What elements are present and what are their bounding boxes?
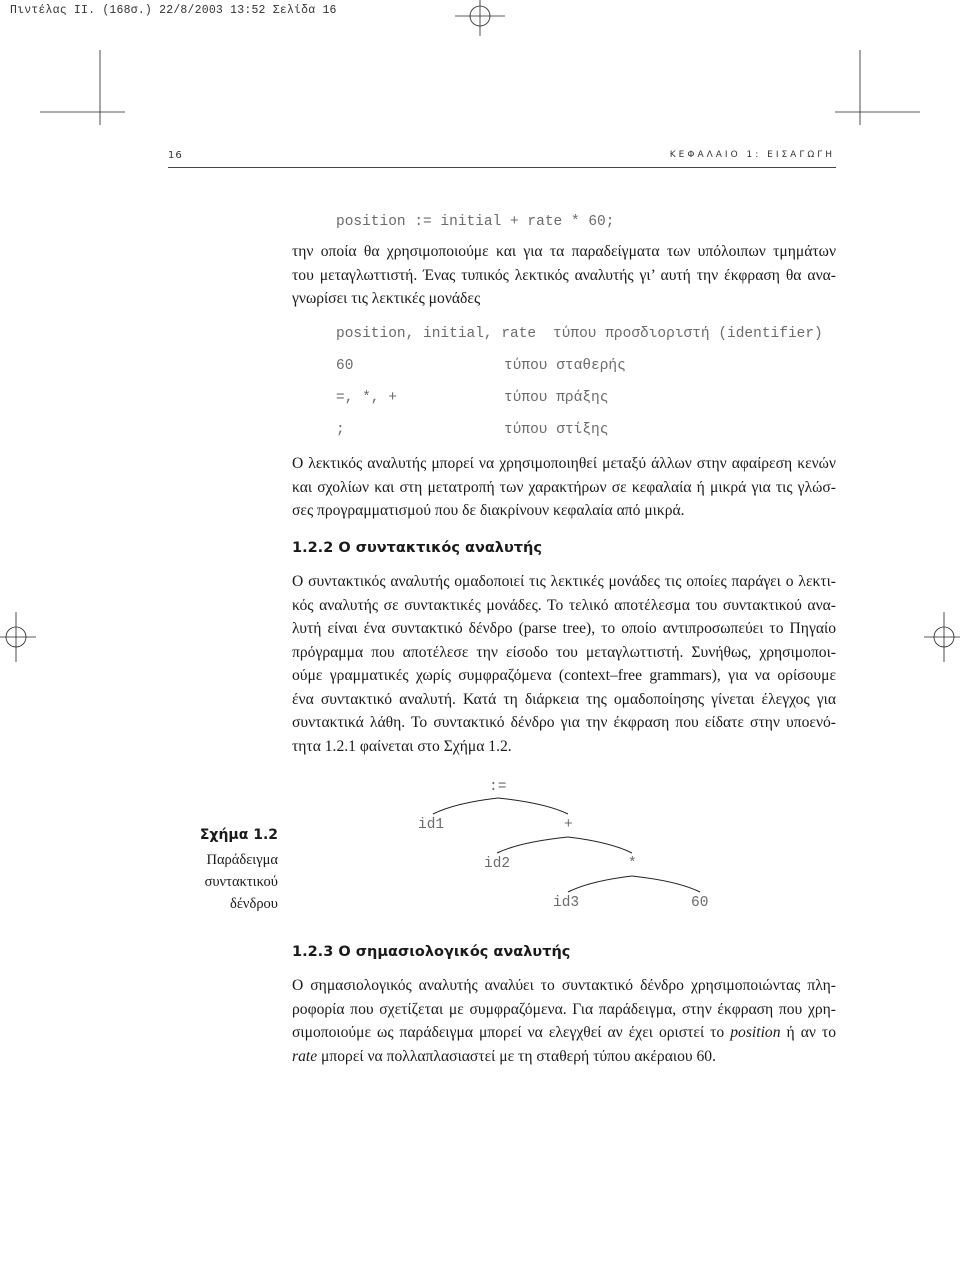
text-run: ή αν το — [780, 1024, 836, 1041]
tree-node-60: 60 — [691, 895, 709, 911]
text-line: ροφορία που σχετίζεται με συμφραζόμενα. Για παράδειγμα, στην έκφραση που χρη- — [292, 1000, 836, 1018]
figure-caption-line: δένδρου — [230, 896, 278, 912]
tree-node-assign: := — [489, 779, 507, 795]
token-type: τύπου στίξης — [504, 422, 609, 438]
tree-edge — [497, 837, 568, 853]
emphasis-rate: rate — [292, 1047, 318, 1065]
semantic-paragraph — [292, 974, 836, 1068]
text-line: Ο λεκτικός αναλυτής μπορεί να χρησιμοποιηθεί μεταξύ άλλων στην αφαίρεση κενών — [292, 455, 836, 472]
emphasis-position: position — [730, 1024, 781, 1041]
figure-caption-line: συντακτικού — [204, 874, 278, 890]
text-line: συντακτικά λάθη. Το συντακτικό δένδρο για την έκφραση που είδατε στην υποενό- — [292, 714, 836, 731]
token-type: τύπου πράξης — [504, 390, 609, 406]
text-line: τητα 1.2.1 φαίνεται στο Σχήμα 1.2. — [292, 737, 512, 755]
tree-edge — [632, 876, 700, 892]
figure-caption-line: Παράδειγμα — [206, 852, 278, 868]
text-line — [292, 1021, 836, 1045]
token-type: τύπου σταθερής — [504, 358, 626, 374]
text-line: πρόγραμμα που αποτέλεσε την είσοδο του μεταγλωττιστή. Συνήθως, χρησιμοποι- — [292, 643, 836, 661]
text-line: σες προγραμματισμού που δε διακρίνουν κεφαλαία από μικρά. — [292, 502, 685, 519]
text-run: μπορεί να πολλαπλασιαστεί με τη σταθερή τύπου ακέραιου 60. — [317, 1047, 716, 1065]
text-line: Ο σημασιολογικός αναλυτής αναλύει το συντακτικό δένδρο χρησιμοποιώντας πλη- — [292, 977, 836, 994]
figure-label: Σχήμα 1.2 — [199, 827, 278, 843]
token-type: τύπου προσδιοριστή (identifier) — [553, 326, 823, 342]
code-statement: position := initial + rate * 60; — [336, 214, 615, 230]
tree-node-times: * — [628, 856, 637, 872]
tree-edge — [498, 798, 568, 814]
print-slug: Πιντέλας ΙΙ. (168σ.) 22/8/2003 13:52 Σελίδα 16 — [10, 4, 337, 17]
token-lexeme: =, *, + — [336, 390, 397, 406]
token-lexeme: ; — [336, 422, 345, 438]
tree-node-id1: id1 — [418, 817, 445, 833]
chapter-title: ΚΕΦΑΛΑΙΟ 1: ΕΙΣΑΓΩΓΗ — [669, 150, 835, 160]
section-heading-1-2-2: 1.2.2 Ο συντακτικός αναλυτής — [292, 540, 542, 556]
text-run: σιμοποιούμε ως παράδειγμα μπορεί να ελεγχθεί αν έχει οριστεί το — [292, 1024, 731, 1041]
text-line: και σχολίων και στη μετατροπή των χαρακτήρων σε κεφαλαία ή μικρά για τις γλώσ- — [292, 478, 836, 496]
tree-edge — [433, 798, 498, 814]
tree-node-id2: id2 — [484, 856, 511, 872]
text-line: γνωρίσει τις λεκτικές μονάδες — [292, 290, 481, 307]
page-number: 16 — [168, 150, 183, 161]
text-line — [292, 1045, 836, 1069]
text-line: λυτή είναι ένα συντακτικό δένδρο (parse tree), το οποίο αντιπροσωπεύει το Πηγαίο — [292, 620, 836, 637]
text-line: ένα συντακτικό αναλυτή. Κατά τη διάρκεια της ομαδοποίησης γίνεται έλεγχος για — [292, 690, 836, 708]
tree-node-plus: + — [564, 817, 573, 833]
token-lexeme: 60 — [336, 358, 354, 374]
tree-node-id3: id3 — [553, 895, 580, 911]
text-line: του μεταγλωττιστή. Ένας τυπικός λεκτικός αναλυτής γι’ αυτή την έκφραση θα ανα- — [292, 266, 836, 284]
text-line: κός αναλυτής σε συντακτικές μονάδες. Το τελικό αποτέλεσμα του συντακτικού ανα- — [292, 596, 836, 614]
tree-edge — [568, 876, 632, 892]
text-line: Ο συντακτικός αναλυτής ομαδοποιεί τις λεκτικές μονάδες τις οποίες παράγει ο λεκτι- — [292, 573, 836, 590]
tree-edge — [568, 837, 632, 853]
text-line: ούμε γραμματικές χωρίς συμφραζόμενα (context–free grammars), για να ορίσουμε — [292, 667, 836, 684]
section-heading-1-2-3: 1.2.3 Ο σημασιολογικός αναλυτής — [292, 944, 571, 960]
token-lexeme: position, initial, rate — [336, 326, 537, 342]
text-line: την οποία θα χρησιμοποιούμε και για τα παραδείγματα των υπόλοιπων τμημάτων — [292, 243, 836, 260]
